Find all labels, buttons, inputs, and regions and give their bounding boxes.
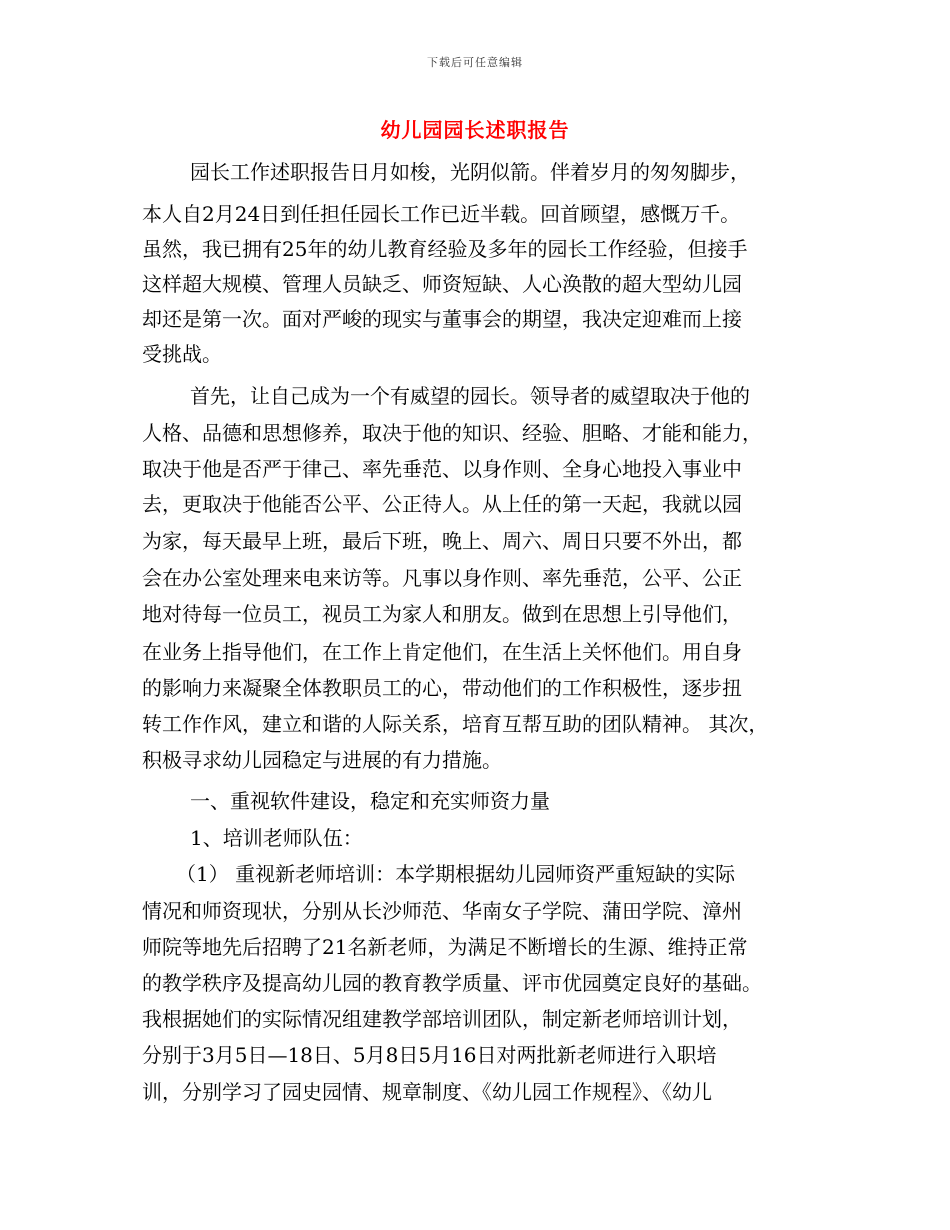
body-line: 师院等地先后招聘了21名新老师，为满足不断增长的生源、维持正常 xyxy=(142,935,748,959)
body-line: 园长工作述职报告日月如梭，光阴似箭。伴着岁月的匆匆脚步， xyxy=(190,160,750,184)
body-line: 分别于3月5日—18日、5月8日5月16日对两批新老师进行入职培 xyxy=(142,1043,717,1067)
body-line: 地对待每一位员工，视员工为家人和朋友。做到在思想上引导他们， xyxy=(142,602,742,626)
body-line: （1） 重视新老师培训：本学期根据幼儿园师资严重短缺的实际 xyxy=(176,862,736,886)
body-line: 积极寻求幼儿园稳定与进展的有力措施。 xyxy=(142,748,502,772)
body-line: 为家，每天最早上班，最后下班，晚上、周六、周日只要不外出，都 xyxy=(142,529,742,553)
body-line: 人格、品德和思想修养，取决于他的知识、经验、胆略、才能和能力， xyxy=(142,421,762,445)
body-line: 转工作作风，建立和谐的人际关系，培育互帮互助的团队精神。 其次， xyxy=(142,712,769,736)
body-line: 去，更取决于他能否公平、公正待人。从上任的第一天起，我就以园 xyxy=(142,492,742,516)
body-line: 本人自2月24日到任担任园长工作已近半载。回首顾望，感慨万千。 xyxy=(142,202,741,226)
body-line: 训，分别学习了园史园情、规章制度、《幼儿园工作规程》、《幼儿 xyxy=(142,1080,712,1104)
body-line: 会在办公室处理来电来访等。凡事以身作则、率先垂范，公平、公正 xyxy=(142,566,742,590)
subsection-heading: 1、培训老师队伍： xyxy=(190,826,363,850)
page-header: 下载后可任意编辑 xyxy=(427,56,523,69)
body-line: 的影响力来凝聚全体教职员工的心，带动他们的工作积极性，逐步扭 xyxy=(142,676,742,700)
body-line: 情况和师资现状，分别从长沙师范、华南女子学院、蒲田学院、漳州 xyxy=(142,899,742,923)
section-heading: 一、重视软件建设，稳定和充实师资力量 xyxy=(190,789,550,813)
document-title: 幼儿园园长述职报告 xyxy=(380,118,570,142)
body-line: 受挑战。 xyxy=(142,342,222,366)
body-line: 取决于他是否严于律己、率先垂范、以身作则、全身心地投入事业中 xyxy=(142,457,742,481)
body-line: 首先，让自己成为一个有威望的园长。领导者的威望取决于他的 xyxy=(190,384,750,408)
body-line: 在业务上指导他们，在工作上肯定他们，在生活上关怀他们。用自身 xyxy=(142,640,742,664)
body-line: 我根据她们的实际情况组建教学部培训团队，制定新老师培训计划， xyxy=(142,1007,742,1031)
body-line: 却还是第一次。面对严峻的现实与董事会的期望，我决定迎难而上接 xyxy=(142,307,742,331)
body-line: 这样超大规模、管理人员缺乏、师资短缺、人心涣散的超大型幼儿园 xyxy=(142,272,742,296)
body-line: 虽然，我已拥有25年的幼儿教育经验及多年的园长工作经验，但接手 xyxy=(142,237,748,261)
body-line: 的教学秩序及提高幼儿园的教育教学质量、评市优园奠定良好的基础。 xyxy=(142,971,762,995)
